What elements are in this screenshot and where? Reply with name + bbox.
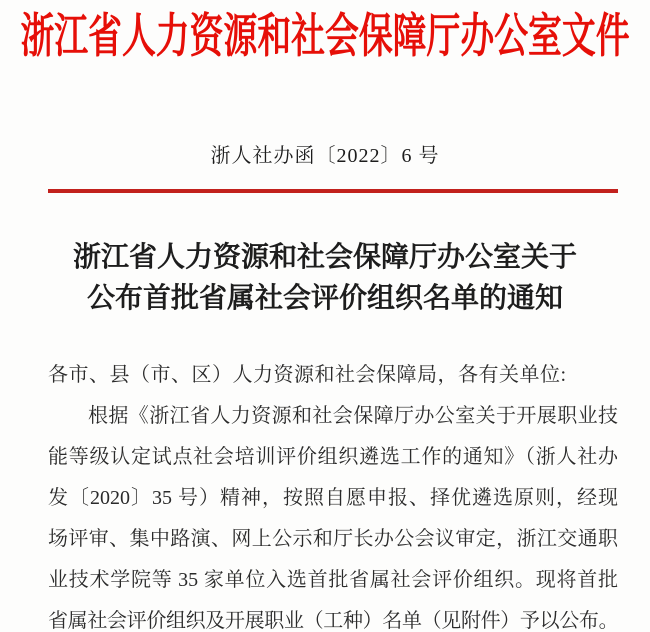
red-divider-line [48, 189, 618, 193]
document-body [48, 355, 618, 632]
document-title-line-2: 公布首批省属社会评价组织名单的通知 [86, 283, 563, 314]
agency-masthead-title: 浙江省人力资源和社会保障厅办公室文件 [20, 11, 630, 63]
document-title-line-1: 浙江省人力资源和社会保障厅办公室关于 [72, 242, 577, 273]
body-line: 能等级认定试点社会培训评价组织遴选工作的通知》（浙人社办 [48, 446, 618, 468]
body-line: 根据《浙江省人力资源和社会保障厅办公室关于开展职业技 [88, 405, 618, 427]
body-line: 发〔2020〕35 号）精神，按照自愿申报、择优遴选原则，经现 [48, 487, 618, 509]
document-title [0, 237, 650, 319]
body-line: 场评审、集中路演、网上公示和厅长办公会议审定，浙江交通职 [48, 528, 618, 550]
document-masthead [0, 6, 650, 70]
body-line: 省属社会评价组织及开展职业（工种）名单（见附件）予以公布。 [48, 610, 618, 632]
body-line: 业技术学院等 35 家单位入选首批省属社会评价组织。现将首批 [48, 569, 618, 591]
salutation-line: 各市、县（市、区）人力资源和社会保障局，各有关单位: [48, 364, 567, 386]
document-number: 浙人社办函〔2022〕6 号 [210, 145, 440, 167]
